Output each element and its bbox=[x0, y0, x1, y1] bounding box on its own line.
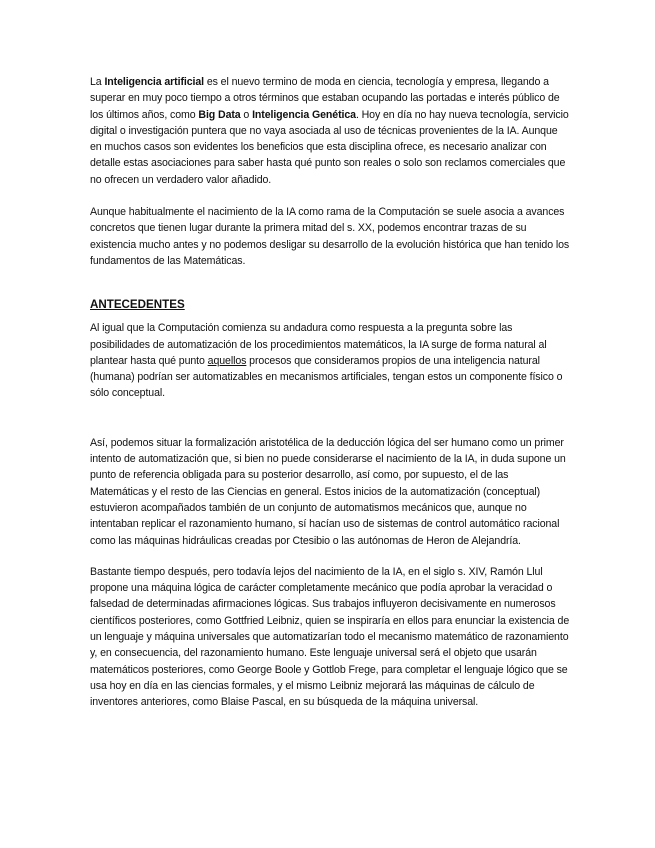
text: . Hoy en día no hay nueva tecnología, servicio digital o investigación puntera que no vaya asociada al uso de técnicas provenientes de la IA. Aunque en muchos casos son evidentes los beneficios que esta disciplina ofrece, es necesario analizar con detalle estas asociaciones para saber hasta qué punto son reales o solo son reclamos comerciales que no ofrecen un verdadero valor añadido. bbox=[90, 108, 569, 186]
paragraph-llull: Bastante tiempo después, pero todavía lejos del nacimiento de la IA, en el siglo s. XIV, Ramón Llul propone una máquina lógica de carácter completamente mecánico que podía aprobar la veracidad o falsedad de determinadas afirmaciones lógicas. Sus trabajos influyeron decisivamente en numerosos científicos posteriores, como Gottfried Leibniz, quien se inspiraría en ellos para enunciar la existencia de un lenguaje y máquina universales que automatizarían todo el mecanismo matemático de razonamiento y, en consecuencia, del razonamiento humano. Este lenguaje universal será el objeto que usarán matemáticos posteriores, como George Boole y Gottlob Frege, para completar el lenguaje lógico que se usa hoy en día en las ciencias formales, y el mismo Leibniz mejorará las máquinas de cálculo de inventores anteriores, como Blaise Pascal, en su búsqueda de la máquina universal. bbox=[90, 565, 570, 709]
section-heading-antecedentes: ANTECEDENTES bbox=[90, 298, 185, 312]
text: Al igual que la Computación comienza su andadura como respuesta a la pregunta sobre las posibilidades de automatización de los procedimientos matemáticos, la IA surge de forma natural al plantear hasta qué punto bbox=[90, 322, 547, 367]
bold-term-ia: Inteligencia artificial bbox=[104, 76, 204, 88]
text: es el nuevo termino de moda en ciencia, tecnología y empresa, llegando a superar en muy poco tiempo a otros términos que estaban ocupando las portadas e interés público de los últimos años, como bbox=[90, 76, 560, 121]
document-page bbox=[90, 74, 570, 711]
text: La bbox=[90, 76, 105, 88]
bold-term-big-data: Big Data bbox=[198, 108, 241, 121]
paragraph-aristotle: Así, podemos situar la formalización aristotélica de la deducción lógica del ser humano como un primer intento de automatización que, si bien no puede considerarse el nacimiento de la IA, in duda supone un punto de referencia obligada para su posterior desarrollo, así como, por supuesto, el de las Matemáticas y el resto de las Ciencias en general. Estos inicios de la automatización (conceptual) estuvieron acompañados también de un conjunto de automatismos mecánicos que, aunque no intentaban replicar el razonamiento humano, sí hacían uso de sistemas de control automático racional como las máquinas hidráulicas creadas por Ctesibio o las autónomas de Heron de Alejandría. bbox=[90, 436, 566, 547]
text: procesos que consideramos propios de una inteligencia natural (humana) podrían ser automatizables en mecanismos artificiales, tengan estos un componente físico o sólo conceptual. bbox=[90, 354, 563, 400]
paragraph-computation bbox=[90, 320, 570, 401]
paragraph-origin: Aunque habitualmente el nacimiento de la IA como rama de la Computación se suele asocia a avances concretos que tienen lugar durante la primera mitad del s. XX, podemos encontrar trazas de su existencia mucho antes y no podemos desligar su desarrollo de la evolución histórica que han tenido los fundamentos de las Matemáticas. bbox=[90, 206, 570, 267]
text: o bbox=[240, 108, 253, 121]
bold-term-genetic: Inteligencia Genética bbox=[252, 108, 356, 121]
underlined-word: aquellos bbox=[207, 354, 247, 367]
paragraph-intro bbox=[90, 74, 570, 188]
